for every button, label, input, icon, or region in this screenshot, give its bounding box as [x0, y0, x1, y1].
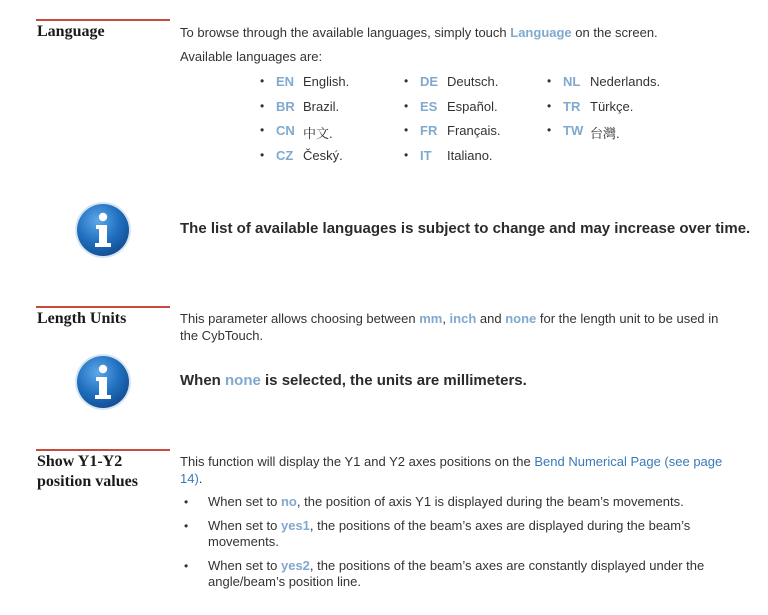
- language-item: [402, 74, 500, 99]
- language-item: [545, 74, 660, 99]
- desc-text: This parameter allows choosing between: [180, 311, 420, 326]
- title-line-2: position values: [37, 473, 138, 490]
- bullet: •: [404, 147, 409, 162]
- bullet: •: [547, 98, 552, 113]
- bullet: •: [260, 123, 265, 137]
- list-item: [180, 494, 745, 510]
- title-line-1: Show Y1-Y2: [37, 453, 123, 470]
- language-item: [402, 99, 500, 124]
- item-text: When set to yes2, the positions of the beam’s axes are constantly displayed under the angle/beam’s position line.: [208, 558, 705, 589]
- intro-text: To browse through the available languages, simply touch: [180, 25, 511, 40]
- section-rule-show-y: [36, 449, 170, 451]
- section-title-show-y: [37, 452, 138, 492]
- language-name: Français.: [447, 123, 501, 138]
- desc-sep: and: [476, 311, 506, 326]
- language-item: [258, 74, 349, 99]
- language-item: [402, 123, 500, 148]
- keyword-none: none: [225, 372, 261, 389]
- language-code: ES: [420, 98, 438, 114]
- bullet: •: [404, 74, 409, 88]
- bullet: •: [260, 74, 265, 88]
- language-name: Nederlands.: [590, 74, 661, 89]
- language-name: Český.: [303, 147, 343, 163]
- bullet: •: [404, 123, 409, 137]
- language-column-2: [402, 74, 500, 172]
- bullet: •: [184, 495, 189, 509]
- item-text: When set to yes1, the positions of the beam’s axes are displayed during the beam’s movements.: [208, 518, 691, 549]
- section-rule-language: [36, 19, 170, 21]
- language-name: Türkçe.: [590, 98, 634, 114]
- desc-text-end: for the length unit to be used in the CybTouch.: [180, 311, 719, 343]
- language-code: FR: [420, 123, 438, 138]
- note-text: When: [180, 372, 225, 389]
- show-y-options-list: [180, 494, 745, 598]
- language-code: NL: [563, 74, 581, 89]
- note-text-end: is selected, the units are millimeters.: [260, 372, 527, 389]
- language-code: EN: [276, 74, 295, 89]
- language-name: 台灣.: [590, 126, 620, 141]
- language-name: Español.: [447, 98, 498, 114]
- intro-text-end: on the screen.: [571, 25, 658, 40]
- language-item: [258, 123, 349, 148]
- length-units-description: [180, 310, 740, 344]
- language-name: Italiano.: [447, 147, 493, 163]
- language-code: DE: [420, 74, 439, 89]
- list-item: [180, 518, 745, 550]
- language-name: English.: [303, 74, 350, 89]
- bullet: •: [260, 98, 265, 113]
- bullet: •: [547, 74, 552, 88]
- language-keyword: Language: [510, 25, 572, 40]
- bullet: •: [184, 519, 189, 533]
- desc-text: This function will display the Y1 and Y2 axes positions on the: [180, 454, 535, 469]
- bend-numerical-page-link[interactable]: Bend Numerical Page (see page 14): [180, 454, 723, 486]
- language-code: IT: [420, 147, 432, 163]
- language-name: 中文.: [303, 126, 333, 141]
- section-rule-length-units: [36, 306, 170, 308]
- keyword-inch: inch: [449, 311, 477, 326]
- bullet: •: [260, 147, 265, 162]
- desc-text-end: .: [198, 471, 203, 486]
- length-units-note: [180, 372, 527, 389]
- language-name: Deutsch.: [447, 74, 499, 89]
- language-note: The list of available languages is subject to change and may increase over time.: [180, 220, 751, 237]
- language-code: TW: [563, 123, 584, 138]
- language-intro: [180, 24, 740, 41]
- info-icon: [74, 353, 132, 411]
- language-item: [258, 148, 349, 173]
- section-title-length-units: Length Units: [37, 310, 127, 327]
- language-item: [258, 99, 349, 124]
- available-languages-label: Available languages are:: [180, 49, 323, 64]
- bullet: •: [404, 98, 409, 113]
- language-code: CN: [276, 123, 295, 138]
- language-name: Brazil.: [303, 98, 340, 114]
- language-item: [545, 123, 660, 148]
- show-y-description: [180, 453, 740, 487]
- language-code: BR: [276, 98, 295, 114]
- language-column-1: [258, 74, 349, 172]
- bullet: •: [184, 559, 189, 573]
- list-item: [180, 558, 745, 590]
- language-code: CZ: [276, 147, 294, 163]
- info-icon: [74, 201, 132, 259]
- desc-sep: ,: [442, 311, 450, 326]
- language-code: TR: [563, 98, 581, 114]
- item-text: When set to no, the position of axis Y1 is displayed during the beam’s movements.: [208, 494, 684, 509]
- language-item: [402, 148, 500, 173]
- language-item: [545, 99, 660, 124]
- language-column-3: [545, 74, 660, 148]
- keyword-none: none: [505, 311, 537, 326]
- section-title-language: Language: [37, 23, 105, 40]
- bullet: •: [547, 123, 552, 137]
- keyword-mm: mm: [419, 311, 443, 326]
